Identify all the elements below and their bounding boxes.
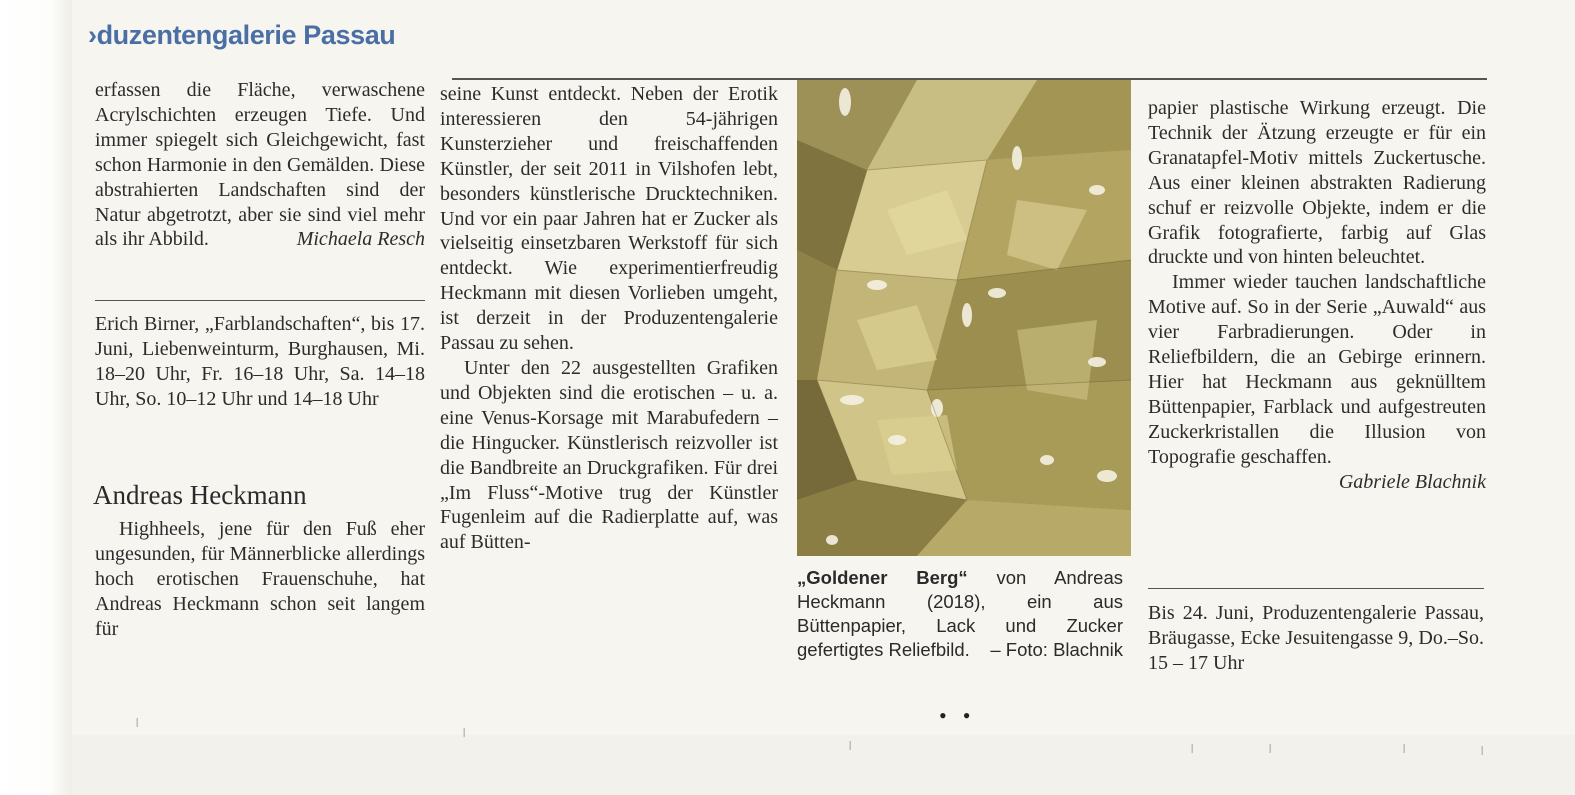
article-paragraph-4: Immer wieder tauchen landschaftliche Motive auf. So in der Serie „Auwald“ aus vier Farbradierungen. Oder in Reliefbildern, die an Gebirge erinnern. Hier hat Heckmann aus geknülltem Büttenpapier, Farblack und aufgestreuten Zuckerkristallen die Illusion von Topografie geschaffen. bbox=[1148, 271, 1486, 468]
scan-mark: ı bbox=[1268, 738, 1273, 757]
previous-article-info: Erich Birner, „Farblandschaften“, bis 17. Juni, Liebenweinturm, Burghausen, Mi. 18–20 Uhr, Fr. 16–18 Uhr, Sa. 14–18 Uhr, So. 10–12 Uhr und 14–18 Uhr bbox=[95, 313, 425, 410]
scan-mark: ı bbox=[848, 735, 853, 754]
scan-mark: ı bbox=[1480, 740, 1485, 759]
info-separator-1 bbox=[95, 300, 425, 301]
article-byline: Gabriele Blachnik bbox=[1338, 470, 1486, 493]
scan-mark: ı bbox=[1402, 738, 1407, 757]
section-header: ›duzentengalerie Passau bbox=[88, 20, 396, 50]
page-dots: •• bbox=[939, 703, 987, 728]
column-1-previous-article bbox=[95, 78, 425, 252]
article-paragraph-2: Unter den 22 ausgestellten Grafiken und Objekten sind die erotischen – u. a. eine Venus-Korsage mit Marabufedern – die Hingucker. Künstlerisch reizvoller ist die Bandbreite an Druckgrafiken. Für drei „Im Fluss“-Motive trug der Künstler Fugenleim auf die Radierplatte auf, was auf Bütten- bbox=[440, 356, 778, 554]
photo-credit: – Foto: Blachnik bbox=[990, 639, 1123, 660]
previous-article-byline: Michaela Resch bbox=[296, 228, 425, 251]
article-paragraph-1: seine Kunst entdeckt. Neben der Erotik interessieren den 54-jährigen Kunsterzieher und freischaffenden Künstler, der seit 2011 in Vilshofen lebt, besonders künstlerische Drucktechniken. Und vor ein paar Jahren hat er Zucker als vielseitig einsetzbaren Werkstoff für sich entdeckt. Wie experimentierfreudig Heckmann mit diesen Vorlieben umgeht, ist derzeit in der Produzentengalerie Passau zu sehen. bbox=[440, 83, 778, 355]
caption-title: „Goldener Berg“ bbox=[797, 567, 968, 588]
article-column-1 bbox=[95, 517, 425, 642]
artwork-photo bbox=[797, 80, 1131, 556]
scan-mark: ı bbox=[1190, 738, 1195, 757]
page-bottom-margin bbox=[72, 735, 1575, 795]
caption-text: von Andreas Heckmann (2018), ein aus Büttenpapier, Lack und Zucker gefertigtes Reliefbild. bbox=[797, 567, 1124, 660]
article-column-4 bbox=[1148, 96, 1486, 495]
photo-caption bbox=[797, 566, 1123, 662]
previous-article-text: erfassen die Fläche, verwaschene Acrylschichten erzeugen Tiefe. Und immer spiegelt sich Gleichgewicht, fast schon Harmonie in den Gemälden. Diese abstrahierten Landschaften sind der Natur abgetrotzt, aber sie sind viel mehr als ihr Abbild. bbox=[95, 79, 425, 251]
exhibition-info: Bis 24. Juni, Produzentengalerie Passau, Bräugasse, Ecke Jesuitengasse 9, Do.–So. 15 – 17 Uhr bbox=[1148, 602, 1484, 674]
info-separator-2 bbox=[1148, 588, 1484, 589]
article-headline: Andreas Heckmann bbox=[93, 480, 307, 510]
scan-mark: ı bbox=[462, 722, 467, 741]
scan-mark: ı bbox=[135, 712, 140, 731]
crumpled-relief-image bbox=[797, 80, 1131, 556]
article-column-2 bbox=[440, 82, 778, 555]
scan-edge bbox=[0, 0, 72, 795]
article-paragraph-intro: Highheels, jene für den Fuß eher ungesunden, für Männerblicke allerdings hoch erotischen Frauenschuhe, hat Andreas Heckmann schon seit langem für bbox=[95, 518, 425, 640]
article-paragraph-3: papier plastische Wirkung erzeugt. Die Technik der Ätzung erzeugte er für ein Granatapfel-Motiv mittels Zuckertusche. Aus einer kleinen abstrakten Radierung schuf er reizvolle Objekte, indem er die Grafik fotografierte, farbig auf Glas druckte und von hinten beleuchtet. bbox=[1148, 97, 1486, 269]
